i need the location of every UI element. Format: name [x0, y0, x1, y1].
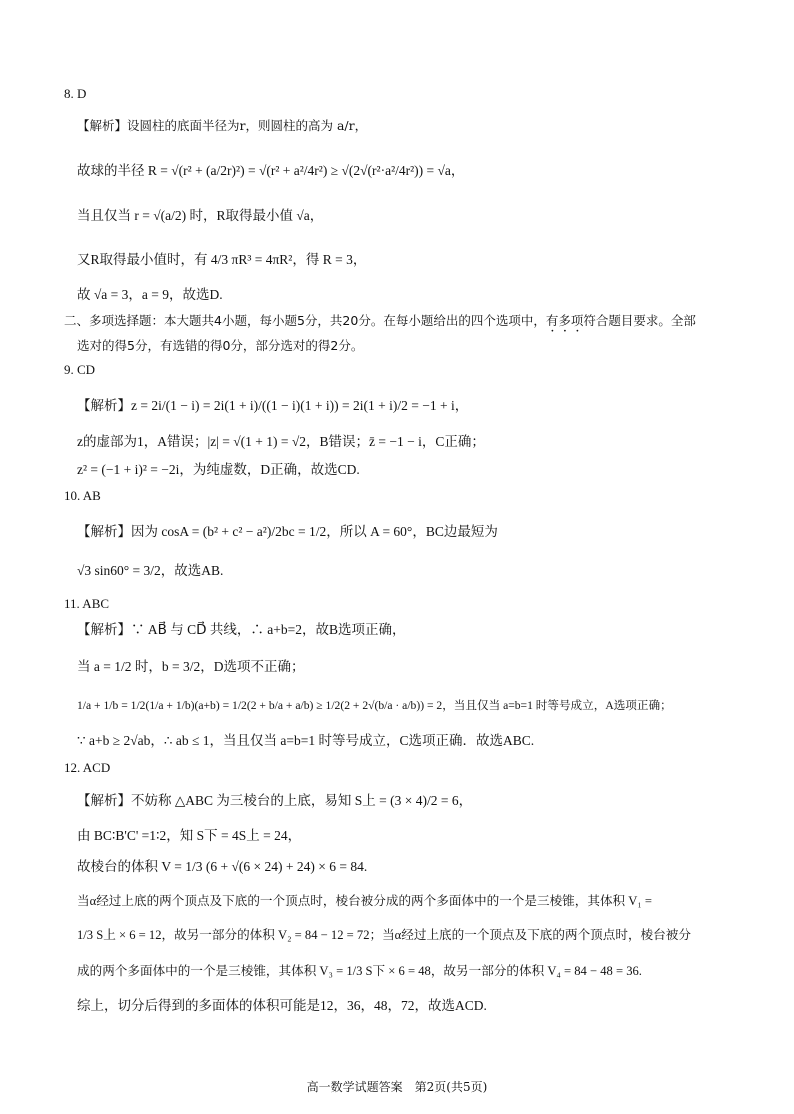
q11-answer: 11. ABC	[64, 596, 110, 611]
q9-line-2: z的虚部为1，A错误；|z| = √(1 + 1) = √2，B错误；z̄ = −1 − i，C正确；	[77, 434, 485, 449]
q11-line-3: 1/a + 1/b = 1/2(1/a + 1/b)(a+b) = 1/2(2 + b/a + a/b) ≥ 1/2(2 + 2√(b/a · a/b)) = 2，当且仅当 a=b=1 时等号成立，A选项正确；	[77, 699, 672, 712]
q8-line-5: 故 √a = 3，a = 9，故选D.	[77, 287, 223, 302]
q10-answer: 10. AB	[64, 488, 101, 503]
q12-line-3: 故棱台的体积 V = 1/3 (6 + √(6 × 24) + 24) × 6 = 84.	[77, 859, 368, 874]
q12-line-5: 1/3 S上 × 6 = 12，故另一部分的体积 V₂ = 84 − 12 = 72；当α经过上底的一个顶点及下底的两个顶点时，棱台被分	[77, 928, 691, 942]
q12-line-4: 当α经过上底的两个顶点及下底的一个顶点时，棱台被分成的两个多面体中的一个是三棱锥，其体积 V₁ =	[77, 894, 653, 908]
q11-line-4: ∵ a+b ≥ 2√ab，∴ ab ≤ 1，当且仅当 a=b=1 时等号成立，C选项正确．故选ABC.	[77, 733, 535, 748]
section-2-heading	[64, 313, 696, 335]
section-2-text-a: 二、多项选择题：本大题共4小题，每小题5分，共20分。在每小题给出的四个选项中，	[64, 313, 546, 328]
q8-line-2: 故球的半径 R = √(r² + (a/2r)²) = √(r² + a²/4r²) ≥ √(2√(r²·a²/4r²)) = √a，	[77, 163, 465, 178]
q9-answer: 9. CD	[64, 362, 96, 377]
q12-line-6: 成的两个多面体中的一个是三棱锥，其体积 V₃ = 1/3 S下 × 6 = 48，故另一部分的体积 V₄ = 84 − 48 = 36.	[77, 964, 642, 978]
q8-line-1: 【解析】设圆柱的底面半径为r，则圆柱的高为 a/r，	[77, 118, 368, 133]
section-2-text-b: 符合题目要求。全部	[583, 313, 696, 328]
q9-line-1: 【解析】z = 2i/(1 − i) = 2i(1 + i)/((1 − i)(1 + i)) = 2i(1 + i)/2 = −1 + i，	[77, 398, 469, 413]
q9-line-3: z² = (−1 + i)² = −2i，为纯虚数，D正确，故选CD.	[77, 462, 360, 477]
q11-line-1: 【解析】∵ AB⃗ 与 CD⃗ 共线，∴ a+b=2，故B选项正确，	[77, 622, 406, 637]
q8-line-4: 又R取得最小值时，有 4/3 πR³ = 4πR²，得 R = 3，	[77, 252, 367, 267]
q12-line-2: 由 BC∶B'C' =1∶2，知 S下 = 4S上 = 24，	[77, 828, 302, 843]
q12-answer: 12. ACD	[64, 760, 111, 775]
section-2-line-2: 选对的得5分，有选错的得0分，部分选对的得2分。	[77, 338, 364, 353]
q10-line-1: 【解析】因为 cosA = (b² + c² − a²)/2bc = 1/2，所以 A = 60°，BC边最短为	[77, 524, 498, 539]
q11-line-2: 当 a = 1/2 时，b = 3/2，D选项不正确；	[77, 659, 305, 674]
q12-line-1: 【解析】不妨称 △ABC 为三棱台的上底，易知 S上 = (3 × 4)/2 = 6，	[77, 793, 473, 808]
q12-line-7: 综上，切分后得到的多面体的体积可能是12，36，48，72，故选ACD.	[77, 998, 487, 1013]
q8-answer: 8. D	[64, 86, 87, 101]
q10-line-2: √3 sin60° = 3/2，故选AB.	[77, 563, 224, 578]
page-footer: 高一数学试题答案 第2页(共5页)	[306, 1080, 488, 1094]
section-2-emphasis: 有多项	[545, 313, 584, 328]
q8-line-3: 当且仅当 r = √(a/2) 时，R取得最小值 √a，	[77, 208, 324, 223]
